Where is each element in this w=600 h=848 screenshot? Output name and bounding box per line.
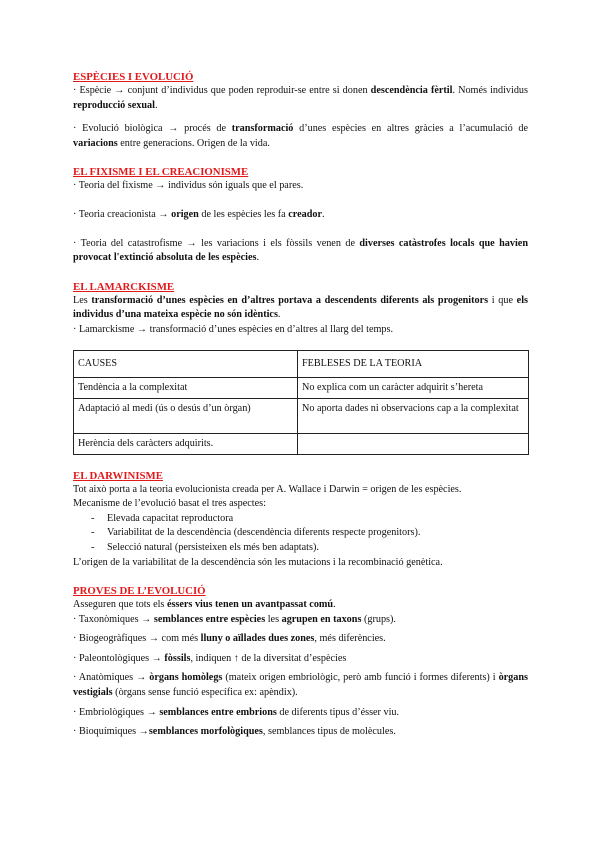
table-row: [74, 377, 529, 398]
section-title-lamarckisme: EL LAMARCKISME: [73, 280, 175, 293]
table-row: [74, 398, 529, 433]
table-header-febleses: FEBLESES DE LA TEORIA: [298, 350, 529, 377]
table-cell: Adaptació al medi (ús o desús d’un òrgan): [74, 398, 298, 433]
paragraph-biogeografiques: · Biogeogràfiques → com més lluny o aïllades dues zones, més diferències.: [73, 633, 386, 645]
table-cell: Tendència a la complexitat: [74, 377, 298, 398]
paragraph-catastrofisme: · Teoria del catastrofisme → les variacions i els fòssils venen de diverses catàstrofes locals que havien provocat l'extinció absoluta de les espècies.: [73, 237, 528, 264]
table-row: [74, 433, 529, 454]
paragraph-lamarck-intro: Les transformació d’unes espècies en d’altres portava a descendents diferents als progenitors i que els individus d’una mateixa espècie no són idèntics.: [73, 294, 528, 321]
paragraph-embriologiques: · Embriològiques → semblances entre embrions de diferents tipus d’ésser viu.: [73, 706, 400, 718]
paragraph-paleontologiques: · Paleontològiques → fòssils, indiquen ↑ de la diversitat d’espècies: [73, 652, 347, 664]
section-title-proves: PROVES DE L’EVOLUCIÓ: [73, 585, 206, 598]
paragraph-evolucio: · Evolució biològica → procés de transformació d’unes espècies en altres gràcies a l’acumulació de variacions entre generacions. Origen de la vida.: [73, 123, 528, 149]
section-title-fixisme: EL FIXISME I EL CREACIONISME: [73, 166, 249, 179]
table-cell: No explica com un caràcter adquirit s’hereta: [298, 377, 529, 398]
darwin-aspects-list: [73, 512, 528, 556]
paragraph-taxonomiques: · Taxonòmiques → semblances entre espècies les agrupen en taxons (grups).: [73, 613, 396, 625]
lamarck-table: [73, 350, 529, 455]
paragraph-mecanisme: Mecanisme de l’evolució basat el tres aspectes:: [73, 498, 266, 510]
paragraph-creacionisme: · Teoria creacionista → origen de les espècies les fa creador.: [73, 208, 325, 220]
paragraph-darwin-intro: Tot això porta a la teoria evolucionista creada per A. Wallace i Darwin = origen de les espècies.: [73, 483, 462, 495]
paragraph-proves-intro: Asseguren que tots els éssers vius tenen un avantpassat comú.: [73, 599, 336, 611]
table-cell: No aporta dades ni observacions cap a la complexitat: [298, 398, 529, 433]
paragraph-variabilitat: L’origen de la variabilitat de la descendència són les mutacions i la recombinació genètica.: [73, 556, 443, 568]
table-cell: [298, 433, 529, 454]
paragraph-anatomiques: · Anatòmiques → òrgans homòlegs (mateix origen embriològic, però amb funció i formes diferents) i òrgans vestigials (òrgans sense funció específica ex: apèndix).: [73, 672, 528, 699]
list-item: - Variabilitat de la descendència (descendència diferents respecte progenitors).: [73, 526, 528, 541]
table-cell: Herència dels caràcters adquirits.: [74, 433, 298, 454]
paragraph-lamarckisme: · Lamarckisme → transformació d’unes espècies en d’altres al llarg del temps.: [73, 323, 394, 335]
document-content: [73, 70, 528, 740]
table-header-causes: CAUSES: [74, 350, 298, 377]
paragraph-especie: · Espècie → conjunt d’individus que poden reproduir-se entre si donen descendència fèrtil. Només individus reproducció sexual.: [73, 85, 528, 111]
paragraph-fixisme: · Teoria del fixisme → individus són iguals que el pares.: [73, 180, 304, 192]
table-header-row: [74, 350, 529, 377]
section-title-especies: ESPÈCIES I EVOLUCIÓ: [73, 71, 194, 83]
paragraph-bioquimiques: · Bioquímiques →semblances morfològiques, semblances tipus de molècules.: [73, 726, 396, 738]
list-item: - Selecció natural (persisteixen els més ben adaptats).: [73, 541, 528, 556]
section-title-darwinisme: EL DARWINISME: [73, 469, 163, 482]
list-item: - Elevada capacitat reproductora: [73, 512, 528, 527]
